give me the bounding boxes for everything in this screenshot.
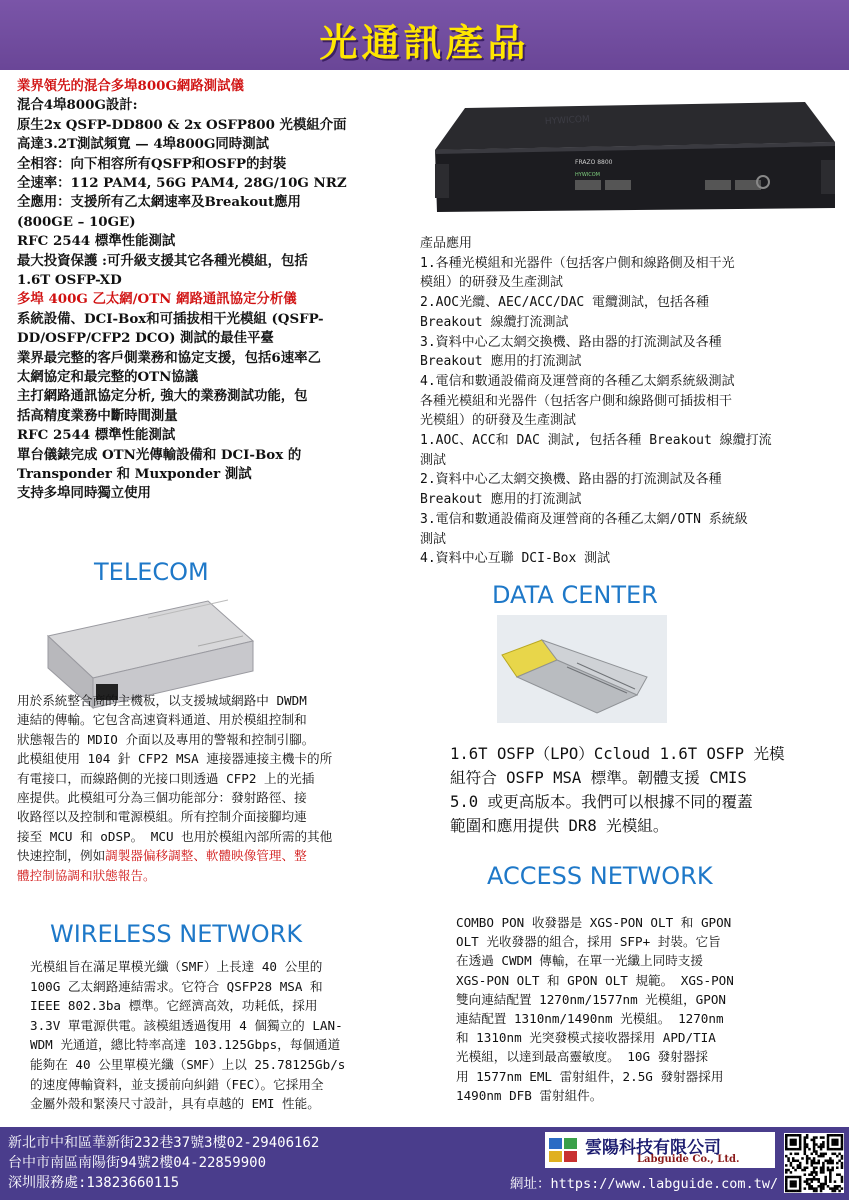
feature-line: 系統設備、DCI-Box和可插拔相干光模組 (QSFP- <box>17 310 324 327</box>
wireless-text-line: IEEE 802.3ba 標準。它經濟高效，功耗低，採用 <box>30 998 318 1014</box>
feature-line: 全相容：向下相容所有QSFP和OSFP的封裝 <box>17 155 287 172</box>
application-line: 4.資料中心互聯 DCI-Box 測試 <box>420 551 611 567</box>
section-title-wireless-network: WIRELESS NETWORK <box>50 920 303 948</box>
application-line: 各種光模組和光器件（包括客户側和線路側可插拔相干 <box>420 393 733 409</box>
section-title-access-network: ACCESS NETWORK <box>487 862 713 890</box>
application-line: 3.資料中心乙太網交換機、路由器的打流測試及各種 <box>420 334 722 350</box>
feature-line: 混合4埠800G設計: <box>17 97 138 114</box>
application-line: 測試 <box>420 452 447 468</box>
access-text-line: 光模組，以達到最高靈敏度。 10G 發射器採 <box>456 1049 709 1065</box>
access-text-line: 雙向連結配置 1270nm/1577nm 光模組，GPON <box>456 991 726 1007</box>
feature-line: RFC 2544 標準性能測試 <box>17 427 176 444</box>
access-text-line: XGS-PON OLT 和 GPON OLT 規範。 XGS-PON <box>456 972 734 988</box>
application-line: 光模組）的研發及生產測試 <box>420 413 577 429</box>
access-text-line: 1490nm DFB 雷射組件。 <box>456 1087 603 1103</box>
application-line: 1.各種光模組和光器件（包括客户側和線路側及相干光 <box>420 255 735 271</box>
osfp-module-image <box>497 615 667 723</box>
telecom-text-line <box>17 845 307 864</box>
telecom-text-line: 有電接口，而線路側的光接口則透過 CFP2 上的光插 <box>17 770 315 786</box>
telecom-text-line: 此模組使用 104 針 CFP2 MSA 連接器連接主機卡的所 <box>17 751 333 767</box>
application-line: 4.電信和數通設備商及運營商的各種乙太網系統級測試 <box>420 373 735 389</box>
wireless-text-line: 的速度傳輸資料，並支援前向糾錯（FEC）。它採用全 <box>30 1076 324 1092</box>
telecom-text-line: 收路徑以及控制和電源模組。所有控制介面接腳均連 <box>17 809 307 825</box>
telecom-text-line: 連結的傳輸。它包含高速資料通道、用於模組控制和 <box>17 712 307 728</box>
company-name: 雲陽科技有限公司 <box>585 1138 721 1158</box>
device-model-label: FRAZO 8800 <box>575 159 613 166</box>
application-line: 3.電信和數通設備商及運營商的各種乙太網/OTN 系統級 <box>420 511 748 527</box>
feature-line: Transponder 和 Muxponder 測試 <box>17 466 252 482</box>
application-line: 模組）的研發及生產測試 <box>420 275 564 291</box>
company-name-en: Labguide Co., Ltd. <box>637 1154 740 1165</box>
feature-line: (800GE – 10GE) <box>17 213 136 230</box>
address-taipei: 新北市中和區華新街232巷37號3樓02-29406162 <box>8 1135 320 1151</box>
access-text-line: COMBO PON 收發器是 XGS-PON OLT 和 GPON <box>456 915 732 930</box>
access-text-line: 和 1310nm 光突發模式接收器採用 APD/TIA <box>456 1030 716 1046</box>
feature-line: 高達3.2T測試頻寬 — 4埠800G同時測試 <box>17 136 269 153</box>
qr-code-image <box>784 1133 844 1193</box>
device-lid-brand: HYWICOM <box>544 114 591 127</box>
telecom-text-line: 座提供。此模組可分為三個功能部分：發射路徑、接 <box>17 790 307 805</box>
feature-line: 原生2x QSFP-DD800 & 2x OSFP800 光模組介面 <box>17 116 347 133</box>
page-title: 光通訊產品 <box>319 21 530 65</box>
application-line: Breakout 線纜打流測試 <box>420 314 569 330</box>
application-line: Breakout 應用的打流測試 <box>420 492 582 508</box>
feature-line: 全應用：支援所有乙太網速率及Breakout應用 <box>17 194 301 211</box>
wireless-text-line: 金屬外殼和緊湊尺寸設計，具有卓越的 EMI 性能。 <box>30 1096 320 1112</box>
data-center-text-line: 1.6T OSFP（LPO）Ccloud 1.6T OSFP 光模 <box>450 745 785 763</box>
access-text-line: 連結配置 1310nm/1490nm 光模組。 1270nm <box>456 1011 724 1026</box>
feature-line: DD/OSFP/CFP2 DCO) 測試的最佳平臺 <box>17 330 274 347</box>
telecom-highlight-text: 體控制協調和狀態報告。 <box>17 867 156 883</box>
feature-line: 多埠 400G 乙太網/OTN 網路通訊協定分析儀 <box>17 291 297 308</box>
access-text-line: OLT 光收發器的組合，採用 SFP+ 封裝。它旨 <box>456 934 721 950</box>
feature-line: 業界領先的混合多埠800G網路測試儀 <box>17 78 244 94</box>
website-link[interactable]: 網址：https://www.labguide.com.tw/ <box>510 1176 779 1192</box>
telecom-tail-text: 快速控制，例如 <box>17 848 106 864</box>
section-title-data-center: DATA CENTER <box>492 581 658 609</box>
telecom-text-line: 接至 MCU 和 oDSP。 MCU 也用於模組內部所需的其他 <box>17 828 333 844</box>
application-line: Breakout 應用的打流測試 <box>420 354 582 370</box>
address-shenzhen: 深圳服務處:13823660115 <box>8 1175 180 1191</box>
feature-line: 支持多埠同時獨立使用 <box>17 485 151 502</box>
feature-line: RFC 2544 標準性能測試 <box>17 233 176 250</box>
application-line: 1.AOC、ACC和 DAC 測試, 包括各種 Breakout 線纜打流 <box>420 433 772 448</box>
device-brand-label: HYWICOM <box>575 172 600 178</box>
section-title-telecom: TELECOM <box>94 558 209 586</box>
company-logo-icon <box>547 1134 579 1166</box>
application-line: 2.資料中心乙太網交換機、路由器的打流測試及各種 <box>420 472 722 488</box>
application-line: 測試 <box>420 531 447 547</box>
telecom-text-line: 狀態報告的 MDIO 介面以及專用的警報和控制引腳。 <box>17 731 315 747</box>
feature-line: 1.6T OSFP-XD <box>17 272 122 288</box>
data-center-text-line: 範圍和應用提供 DR8 光模組。 <box>450 817 669 835</box>
feature-line: 單台儀錶完成 OTN光傳輸設備和 DCI-Box 的 <box>17 446 302 463</box>
wireless-text-line: 100G 乙太網路連結需求。它符合 QSFP28 MSA 和 <box>30 978 323 994</box>
access-text-line: 在透過 CWDM 傳輸，在單一光纖上同時支援 <box>456 953 703 969</box>
wireless-text-line: 3.3V 單電源供電。該模組透過復用 4 個獨立的 LAN- <box>30 1017 343 1033</box>
wireless-text-line: WDM 光通道，總比特率高達 103.125Gbps，每個通道 <box>30 1037 341 1053</box>
feature-line: 業界最完整的客戶側業務和協定支援，包括6速率乙 <box>17 349 321 366</box>
network-tester-device-image <box>425 80 838 230</box>
address-taichung: 台中市南區南陽街94號2樓04-22859900 <box>8 1155 267 1171</box>
application-line: 2.AOC光纜、AEC/ACC/DAC 電纜測試，包括各種 <box>420 295 710 311</box>
application-line: 產品應用 <box>420 236 473 251</box>
wireless-text-line: 能夠在 40 公里單模光纖（SMF）上以 25.78125Gb/s <box>30 1057 346 1072</box>
access-text-line: 用 1577nm EML 雷射組件，2.5G 發射器採用 <box>456 1068 724 1084</box>
wireless-text-line: 光模組旨在滿足單模光纖（SMF）上長達 40 公里的 <box>30 959 323 974</box>
data-center-text-line: 組符合 OSFP MSA 標準。韌體支援 CMIS <box>450 769 747 787</box>
feature-line: 最大投資保護 :可升級支援其它各種光模組，包括 <box>17 252 308 269</box>
data-center-text-line: 5.0 或更高版本。我們可以根據不同的覆蓋 <box>450 793 753 811</box>
feature-line: 太網協定和最完整的OTN協議 <box>17 369 199 385</box>
feature-line: 主打網路通訊協定分析, 強大的業務測試功能，包 <box>17 388 308 405</box>
company-logo-box <box>545 1132 775 1168</box>
feature-line: 括高精度業務中斷時間測量 <box>17 407 178 424</box>
telecom-text-line: 用於系統整合商的主機板，以支援城域網路中 DWDM <box>17 693 307 708</box>
telecom-highlight-text: 調製器偏移調整、軟體映像管理、整 <box>105 848 307 864</box>
feature-line: 全速率：112 PAM4, 56G PAM4, 28G/10G NRZ <box>17 175 347 191</box>
